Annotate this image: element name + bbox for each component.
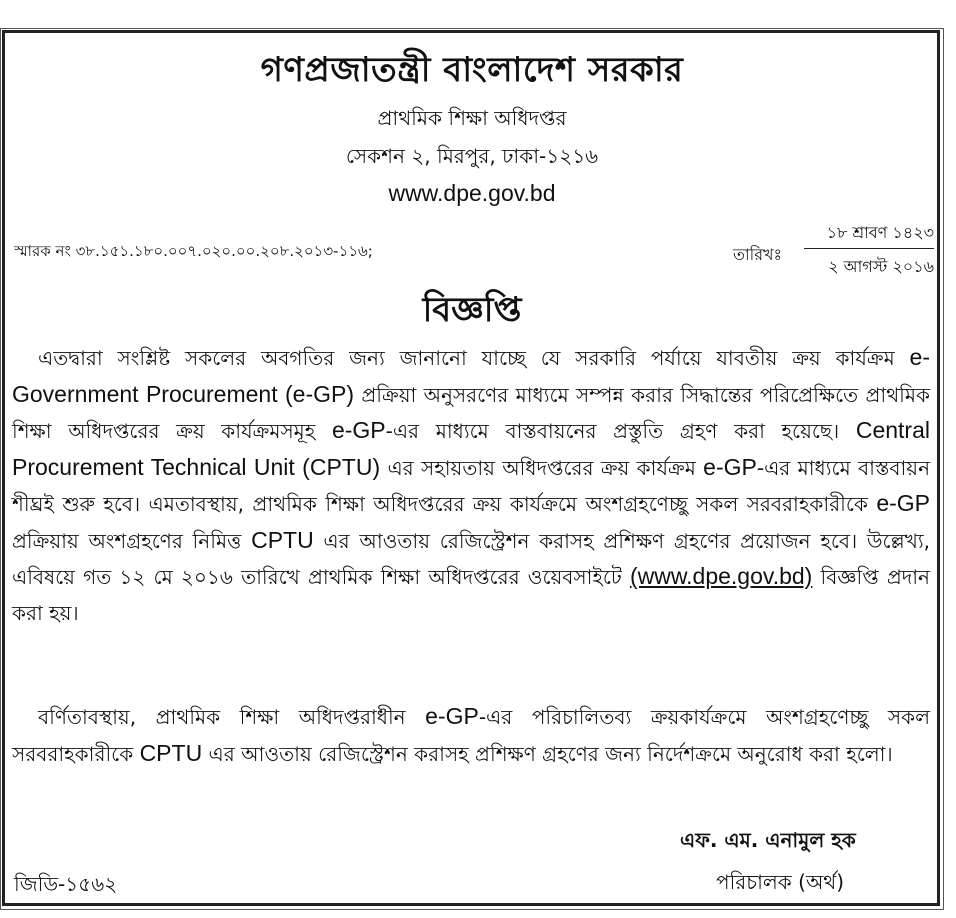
paragraph-term: e-GP: [331, 417, 386, 443]
paragraph-term: e-Government Procurement (e-GP): [12, 344, 930, 407]
paragraph-text: -এর মাধ্যমে বাস্তবায়নের প্রস্তুতি গ্রহণ করা হয়েছে।: [385, 419, 856, 443]
paragraph-term: CPTU: [139, 739, 203, 766]
date-label: তারিখঃ: [733, 245, 783, 264]
signatory-designation: পরিচালক (অর্থ): [716, 870, 845, 894]
office-name: প্রাথমিক শিক্ষা অধিদপ্তর: [377, 106, 567, 130]
paragraph-text: -এর পরিচালিতব্য ক্রয়কার্যক্রমে অংশগ্রহণেচ্ছু সকল সরবরাহকারীকে: [12, 705, 930, 766]
notice-heading: বিজ্ঞপ্তি: [422, 290, 522, 330]
notice-paragraph-2: [12, 699, 930, 772]
date-divider: [804, 248, 934, 249]
paragraph-term: e-GP: [425, 703, 479, 729]
office-address: সেকশন ২, মিরপুর, ঢাকা-১২১৬: [345, 144, 599, 168]
government-title: গণপ্রজাতন্ত্রী বাংলাদেশ সরকার: [260, 50, 684, 90]
paragraph-text: -এর মাধ্যমে বাস্তবায়ন শীঘ্রই শুরু হবে। এমতাবস্থায়, প্রাথমিক শিক্ষা অধিদপ্তরের ক্রয় কার্যক্রমে অংশগ্রহণেচ্ছু সকল সরবরাহকারীকে: [12, 455, 931, 516]
date-gregorian: ২ আগস্ট ২০১৬: [828, 257, 934, 276]
memo-number: স্মারক নং ৩৮.১৫১.১৮০.০০৭.০২০.০০.২০৮.২০১৩-১১৬;: [14, 242, 373, 260]
paragraph-text: এর আওতায় রেজিস্ট্রেশন করাসহ প্রশিক্ষণ গ্রহণের জন্য নির্দেশক্রমে অনুরোধ করা হলো।: [202, 741, 893, 766]
signatory-name: এফ. এম. এনামুল হক: [680, 828, 856, 852]
gd-number: জিডি-১৫৬২: [14, 872, 118, 896]
paragraph-term: CPTU: [251, 526, 314, 553]
notice-paragraph-1: [12, 340, 930, 631]
website-link[interactable]: (www.dpe.gov.bd): [629, 563, 813, 589]
paragraph-text: এর আওতায় রেজিস্ট্রেশন করাসহ প্রশিক্ষণ গ্রহণের প্রয়োজন হবে। উল্লেখ্য, এবিষয়ে গত ১২ মে ২০১৬ তারিখে প্রাথমিক শিক্ষা অধিদপ্তরের ওয়েবসাইটে: [12, 528, 930, 589]
paragraph-text: প্রক্রিয়ায় অংশগ্রহণের নিমিত্ত: [12, 528, 252, 553]
paragraph-term: e-GP: [876, 490, 930, 516]
date-bangla: ১৮ শ্রাবণ ১৪২৩: [826, 223, 934, 242]
paragraph-term: Central Procurement Technical Unit (CPTU): [12, 417, 930, 480]
paragraph-text: প্রক্রিয়া অনুসরণের মাধ্যমে সম্পন্ন করার সিদ্ধান্তের পরিপ্রেক্ষিতে প্রাথমিক শিক্ষা অধিদপ্তরের ক্রয় কার্যক্রমসমূহ: [12, 382, 930, 443]
paragraph-term: e-GP: [703, 453, 757, 480]
paragraph-text: এর সহায়তায় অধিদপ্তরের ক্রয় কার্যক্রম: [380, 455, 704, 480]
paragraph-text: এতদ্বারা সংশ্লিষ্ট সকলের অবগতির জন্য জানানো যাচ্ছে যে সরকারি পর্যায়ে যাবতীয় ক্রয় কার্যক্রম: [38, 346, 910, 370]
paragraph-text: বর্ণিতাবস্থায়, প্রাথমিক শিক্ষা অধিদপ্তরাধীন: [38, 705, 426, 729]
office-website: www.dpe.gov.bd: [388, 180, 556, 206]
paragraph-text: বিজ্ঞপ্তি প্রদান করা হয়।: [12, 565, 930, 625]
